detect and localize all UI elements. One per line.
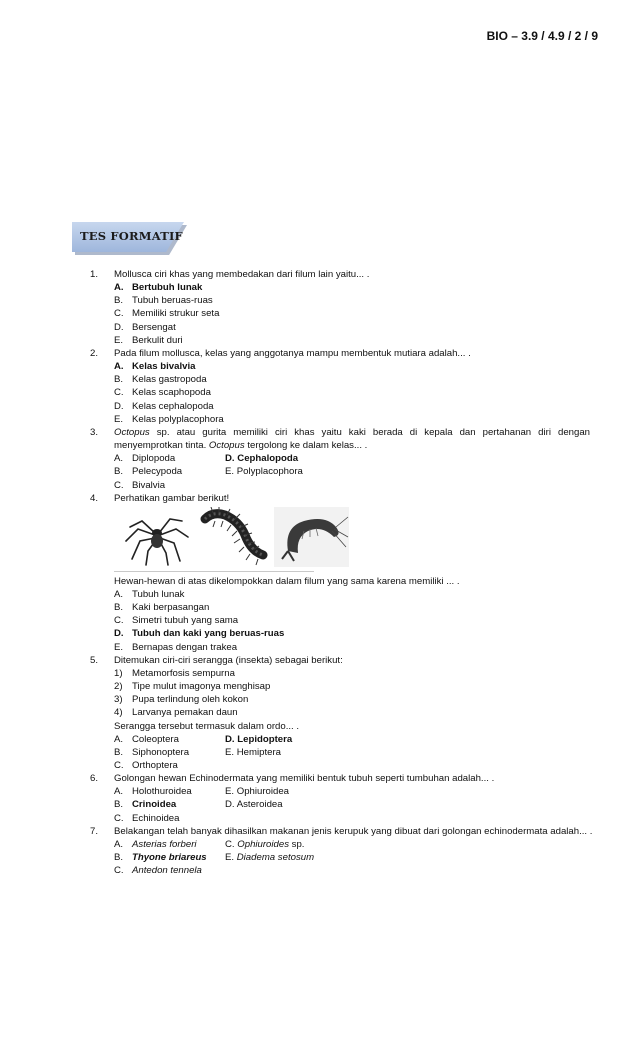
list-item: 3) Pupa terlindung oleh kokon xyxy=(114,694,249,706)
animal-pictures xyxy=(114,507,590,569)
option: A. Tubuh lunak xyxy=(114,588,185,600)
question-1: 1. Mollusca ciri khas yang membedakan dari filum lain yaitu... . xyxy=(90,269,370,280)
divider xyxy=(114,571,314,572)
question-5-stem: Serangga tersebut termasuk dalam ordo... . xyxy=(114,720,300,732)
option: C. Bivalvia xyxy=(114,479,166,491)
option: C. Antedon tennela xyxy=(114,865,202,877)
section-banner xyxy=(72,222,184,252)
centipede-image xyxy=(199,507,271,567)
option: D. Kelas cephalopoda xyxy=(114,400,214,412)
option: C. Echinoidea xyxy=(114,812,180,824)
spider-image xyxy=(122,507,192,567)
option: B. Kaki berpasangan xyxy=(114,602,210,614)
option: B. Thyone briareus E. Diadema setosum xyxy=(114,852,315,864)
option: A. Holothuroidea E. Ophiuroidea xyxy=(114,786,290,798)
option: E. Bernapas dengan trakea xyxy=(114,641,238,653)
option: A. Diplopoda D. Cephalopoda xyxy=(114,453,299,465)
list-item: 1) Metamorfosis sempurna xyxy=(114,667,235,679)
question-5: 5. Ditemukan ciri-ciri serangga (insekta) sebagai berikut: xyxy=(90,654,343,666)
option: B. Crinoidea D. Asteroidea xyxy=(114,799,283,811)
option: A. Coleoptera D. Lepidoptera xyxy=(114,733,293,745)
option: B. Tubuh beruas-ruas xyxy=(114,295,213,307)
question-4-stem: Hewan-hewan di atas dikelompokkan dalam filum yang sama karena memiliki ... . xyxy=(114,575,460,587)
question-7: 7. Belakangan telah banyak dihasilkan makanan jenis kerupuk yang dibuat dari golongan echinodermata adalah... . xyxy=(90,825,593,837)
question-4: 4. Perhatikan gambar berikut! xyxy=(90,492,230,504)
option: B. Kelas gastropoda xyxy=(114,374,207,386)
option: C. Kelas scaphopoda xyxy=(114,387,211,399)
option: A. Kelas bivalvia xyxy=(114,361,196,373)
option: B. Pelecypoda E. Polyplacophora xyxy=(114,466,303,478)
page-code: BIO – 3.9 / 4.9 / 2 / 9 xyxy=(486,29,598,43)
question-2: 2. Pada filum mollusca, kelas yang anggotanya mampu membentuk mutiara adalah... . xyxy=(90,347,471,359)
quiz-content xyxy=(90,268,593,877)
question-6: 6. Golongan hewan Echinodermata yang memiliki bentuk tubuh seperti tumbuhan adalah... . xyxy=(90,773,495,785)
question-3: 3. Octopus sp. atau gurita memiliki ciri khas yaitu kaki berada di kepala dan pertahanan diri dengan menyemprotkan tinta. Octopus tergolong ke dalam kelas... . xyxy=(90,426,590,452)
option: D. Tubuh dan kaki yang beruas-ruas xyxy=(114,628,285,640)
shrimp-image xyxy=(274,507,349,567)
list-item: 4) Larvanya pemakan daun xyxy=(114,707,238,719)
list-item: 2) Tipe mulut imagonya menghisap xyxy=(114,681,271,693)
option: C. Simetri tubuh yang sama xyxy=(114,615,239,627)
option: D. Bersengat xyxy=(114,321,176,333)
option: C. Orthoptera xyxy=(114,760,178,771)
section-title: TES FORMATIF xyxy=(80,229,183,243)
option: A. Asterias forberi C. Ophiuroides sp. xyxy=(114,838,305,850)
option: A. Bertubuh lunak xyxy=(114,282,203,294)
option: B. Siphonoptera E. Hemiptera xyxy=(114,746,282,758)
option: E. Kelas polyplacophora xyxy=(114,413,224,425)
option: C. Memiliki strukur seta xyxy=(114,308,220,320)
option: E. Berkulit duri xyxy=(114,334,183,346)
